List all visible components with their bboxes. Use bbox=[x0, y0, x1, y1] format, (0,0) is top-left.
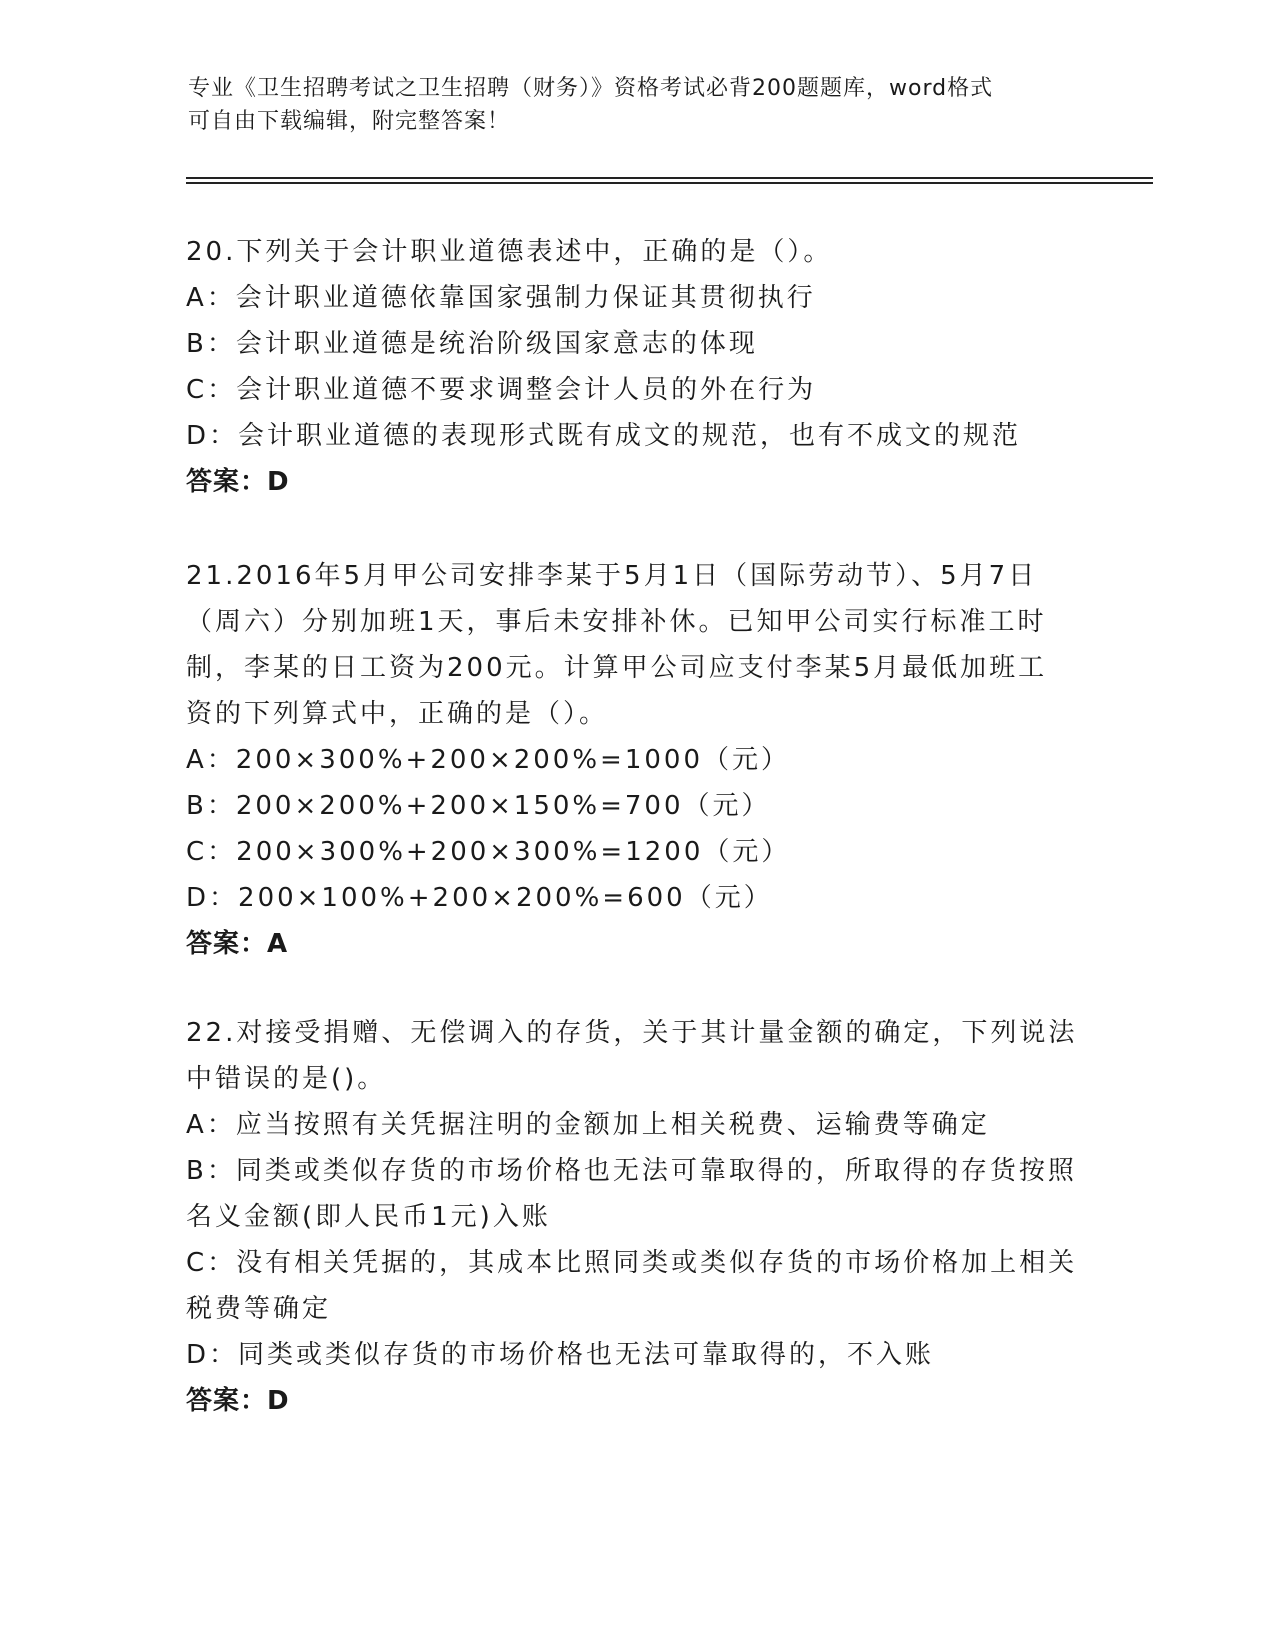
question-stem: 中错误的是()。 bbox=[186, 1064, 387, 1094]
option-c: 税费等确定 bbox=[186, 1294, 332, 1324]
option-d: D：200×100%+200×200%=600（元） bbox=[186, 883, 773, 913]
option-d: D：会计职业道德的表现形式既有成文的规范，也有不成文的规范 bbox=[186, 421, 1022, 451]
question-stem: 20.下列关于会计职业道德表述中，正确的是（）。 bbox=[186, 237, 833, 267]
question-21 bbox=[186, 553, 1086, 967]
document-header bbox=[188, 72, 1088, 138]
question-stem: 制，李某的日工资为200元。计算甲公司应支付李某5月最低加班工 bbox=[186, 653, 1048, 683]
question-stem: （周六）分别加班1天，事后未安排补休。已知甲公司实行标准工时 bbox=[186, 607, 1047, 637]
question-stem: 22.对接受捐赠、无偿调入的存货，关于其计量金额的确定，下列说法 bbox=[186, 1018, 1078, 1048]
option-b: B：会计职业道德是统治阶级国家意志的体现 bbox=[186, 329, 758, 359]
option-d: D：同类或类似存货的市场价格也无法可靠取得的，不入账 bbox=[186, 1340, 935, 1370]
header-line: 专业《卫生招聘考试之卫生招聘（财务）》资格考试必背200题题库，word格式 bbox=[188, 76, 994, 101]
option-a: A：应当按照有关凭据注明的金额加上相关税费、运输费等确定 bbox=[186, 1110, 990, 1140]
option-c: C：会计职业道德不要求调整会计人员的外在行为 bbox=[186, 375, 817, 405]
answer-line: 答案：D bbox=[186, 1386, 290, 1416]
question-22 bbox=[186, 1010, 1086, 1424]
option-b: B：200×200%+200×150%=700（元） bbox=[186, 791, 771, 821]
option-c: C：200×300%+200×300%=1200（元） bbox=[186, 837, 791, 867]
question-stem: 21.2016年5月甲公司安排李某于5月1日（国际劳动节）、5月7日 bbox=[186, 561, 1038, 591]
option-c: C：没有相关凭据的，其成本比照同类或类似存货的市场价格加上相关 bbox=[186, 1248, 1078, 1278]
question-20 bbox=[186, 229, 1086, 505]
header-rule bbox=[186, 177, 1153, 179]
option-b: 名义金额(即人民币1元)入账 bbox=[186, 1202, 551, 1232]
option-b: B：同类或类似存货的市场价格也无法可靠取得的，所取得的存货按照 bbox=[186, 1156, 1077, 1186]
answer-line: 答案：A bbox=[186, 929, 289, 959]
answer-line: 答案：D bbox=[186, 467, 290, 497]
option-a: A：200×300%+200×200%=1000（元） bbox=[186, 745, 791, 775]
header-rule bbox=[186, 182, 1153, 184]
header-line: 可自由下载编辑，附完整答案！ bbox=[188, 109, 511, 134]
option-a: A：会计职业道德依靠国家强制力保证其贯彻执行 bbox=[186, 283, 816, 313]
question-stem: 资的下列算式中，正确的是（）。 bbox=[186, 699, 609, 729]
